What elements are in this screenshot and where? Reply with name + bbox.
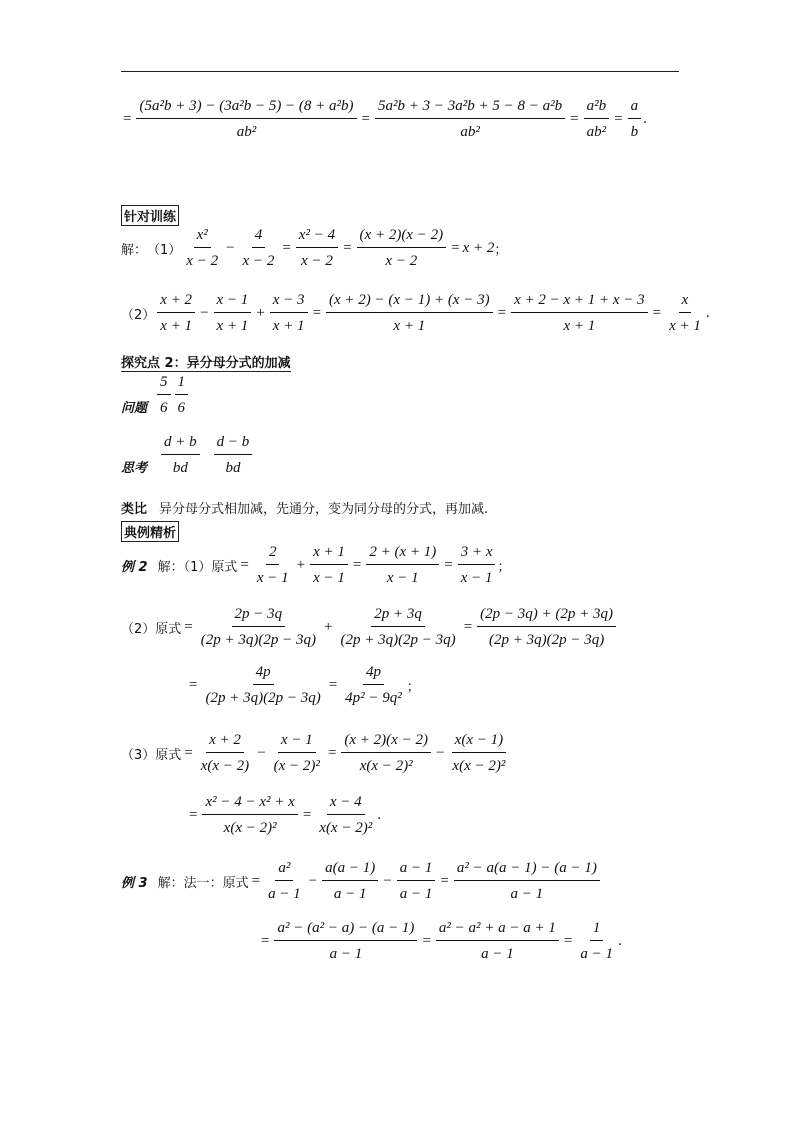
equation-line-1: = $\frac{\text{(5a²b + 3) − (3a²b − 5) − (8 + a²b)}}{\text{ab²}}$ = $\frac{\text{5a²b + 3 − 3a²b + 5 − 8 − a²b}}{\text{ab²}}$ = $\frac{\text{a²b}}{\text{ab²}}$ = $\frac{a}{b}$ . bbox=[123, 98, 647, 140]
fraction: $\frac{x + 1}{x - 1}$ bbox=[310, 542, 348, 588]
fraction: $\frac{\text{a² − a² + a − a + 1}}{a - 1}$ bbox=[436, 918, 559, 964]
fraction: $\frac{\text{(5a²b + 3) − (3a²b − 5) − (8 + a²b)}}{\text{ab²}}$ bbox=[136, 96, 356, 142]
fraction: $\frac{3 + x}{x - 1}$ bbox=[458, 542, 496, 588]
fraction: $\frac{\text{x²}}{x - 2}$ bbox=[186, 227, 219, 269]
section-heading-explore: 探究点 2：异分母分式的加减 bbox=[121, 352, 291, 372]
example-2-part-1: 例 2 解：（1）原式 = $\frac{2}{x - 1}$ + $\frac{x + 1}{x - 1}$ = $\frac{2 + (x + 1)}{x - 1}$ = $\frac{3 + x}{x - 1}$ ； bbox=[121, 544, 511, 586]
fraction: $\frac{a}{b}$ bbox=[628, 96, 642, 142]
fraction: $\frac{4p}{(2p + 3q)(2p - 3q)}$ bbox=[205, 664, 321, 706]
question-line: 问题 $\frac{5}{6}$ $\frac{1}{6}$ bbox=[121, 372, 190, 418]
fraction: $\frac{2p + 3q}{(2p + 3q)(2p - 3q)}$ bbox=[340, 606, 456, 648]
fraction: $\frac{x(x - 1)}{\text{x(x − 2)²}}$ bbox=[452, 732, 506, 774]
example-3-line-1: 例 3 解：法一：原式 = $\frac{\text{a²}}{a - 1}$ − $\frac{a(a - 1)}{a - 1}$ − $\frac{a - 1}{a - 1}$ = $\frac{\text{a² − a(a − 1) − (a − 1)}}{a - 1}$ bbox=[121, 858, 602, 904]
fraction: $\frac{2p - 3q}{(2p + 3q)(2p - 3q)}$ bbox=[200, 606, 316, 648]
fraction: $\frac{1}{6}$ bbox=[175, 372, 189, 418]
example-2-part-3: （3）原式 = $\frac{x + 2}{x(x - 2)}$ − $\frac{x - 1}{\text{(x − 2)²}}$ = $\frac{(x + 2)(x - 2)}{\text{x(x − 2)²}}$ − $\frac{x(x - 1)}{\text{x(x − 2)²}}$ bbox=[121, 730, 510, 776]
fraction: $\frac{\text{x² − 4}}{x - 2}$ bbox=[296, 225, 338, 271]
fraction: $\frac{x + 2}{x(x - 2)}$ bbox=[200, 732, 250, 774]
fraction: $\frac{x + 2 - x + 1 + x - 3}{x + 1}$ bbox=[511, 290, 648, 336]
example-2-part-3-continued: = $\frac{\text{x² − 4 − x² + x}}{\text{x(x − 2)²}}$ = $\frac{x - 4}{\text{x(x − 2)²}}$ . bbox=[189, 794, 381, 836]
think-line: 思考 $\frac{d + b}{bd}$ $\frac{d - b}{bd}$ bbox=[121, 432, 254, 478]
fraction: $\frac{x - 1}{x + 1}$ bbox=[214, 290, 252, 336]
fraction: $\frac{\text{a² − a(a − 1) − (a − 1)}}{a - 1}$ bbox=[454, 858, 600, 904]
fraction: $\frac{x - 1}{\text{(x − 2)²}}$ bbox=[273, 732, 320, 774]
fraction: $\frac{x}{x + 1}$ bbox=[669, 292, 701, 334]
fraction: $\frac{d - b}{bd}$ bbox=[214, 432, 253, 478]
fraction: $\frac{x - 3}{x + 1}$ bbox=[270, 290, 308, 336]
fraction: $\frac{2}{x - 1}$ bbox=[256, 544, 289, 586]
fraction: $\frac{4}{x - 2}$ bbox=[242, 227, 275, 269]
example-3-line-2: = $\frac{\text{a² − (a² − a) − (a − 1)}}{a - 1}$ = $\frac{\text{a² − a² + a − a + 1}}{a - 1}$ = $\frac{1}{a - 1}$ . bbox=[261, 920, 622, 962]
fraction: $\frac{5}{6}$ bbox=[157, 372, 171, 418]
training-part-1: 解： （1） $\frac{\text{x²}}{x - 2}$ − $\frac{4}{x - 2}$ = $\frac{\text{x² − 4}}{x - 2}$ = $\frac{(x + 2)(x - 2)}{x - 2}$ = x + 2 ； bbox=[121, 227, 508, 269]
section-heading-examples: 典例精析 bbox=[121, 521, 179, 542]
fraction: $\frac{\text{a²}}{a - 1}$ bbox=[268, 860, 301, 902]
fraction: $\frac{(x + 2) - (x - 1) + (x - 3)}{x + 1}$ bbox=[326, 290, 493, 336]
fraction: $\frac{(2p - 3q) + (2p + 3q)}{(2p + 3q)(2p - 3q)}$ bbox=[477, 604, 616, 650]
fraction: $\frac{a(a - 1)}{a - 1}$ bbox=[322, 858, 378, 904]
fraction: $\frac{4p}{\text{4p² − 9q²}}$ bbox=[345, 664, 402, 706]
example-2-part-2: （2）原式 = $\frac{2p - 3q}{(2p + 3q)(2p - 3q)}$ + $\frac{2p + 3q}{(2p + 3q)(2p - 3q)}$ = $\frac{(2p - 3q) + (2p + 3q)}{(2p + 3q)(2p - 3q)}$ bbox=[121, 604, 618, 650]
fraction: $\frac{2 + (x + 1)}{x - 1}$ bbox=[366, 542, 439, 588]
fraction: $\frac{1}{a - 1}$ bbox=[580, 920, 613, 962]
analogy-line: 类比 异分母分式相加减，先通分，变为同分母的分式，再加减. bbox=[121, 502, 489, 517]
fraction: $\frac{x + 2}{x + 1}$ bbox=[157, 290, 195, 336]
section-heading-training: 针对训练 bbox=[121, 205, 179, 226]
top-rule bbox=[121, 71, 679, 72]
fraction: $\frac{(x + 2)(x - 2)}{\text{x(x − 2)²}}$ bbox=[341, 730, 431, 776]
fraction: $\frac{\text{a²b}}{\text{ab²}}$ bbox=[584, 96, 610, 142]
example-2-part-2-continued: = $\frac{4p}{(2p + 3q)(2p - 3q)}$ = $\frac{4p}{\text{4p² − 9q²}}$ ； bbox=[189, 664, 420, 706]
fraction: $\frac{\text{5a²b + 3 − 3a²b + 5 − 8 − a²b}}{\text{ab²}}$ bbox=[375, 96, 565, 142]
fraction: $\frac{d + b}{bd}$ bbox=[161, 432, 200, 478]
fraction: $\frac{a - 1}{a - 1}$ bbox=[397, 858, 436, 904]
fraction: $\frac{x - 4}{\text{x(x − 2)²}}$ bbox=[319, 794, 373, 836]
fraction: $\frac{\text{x² − 4 − x² + x}}{\text{x(x − 2)²}}$ bbox=[202, 792, 297, 838]
training-part-2: （2） $\frac{x + 2}{x + 1}$ − $\frac{x - 1}{x + 1}$ + $\frac{x - 3}{x + 1}$ = $\frac{(x + 2) - (x - 1) + (x - 3)}{x + 1}$ = $\frac{x + 2 - x + 1 + x - 3}{x + 1}$ = $\frac{x}{x + 1}$ . bbox=[121, 292, 710, 334]
fraction: $\frac{\text{a² − (a² − a) − (a − 1)}}{a - 1}$ bbox=[274, 918, 417, 964]
fraction: $\frac{(x + 2)(x - 2)}{x - 2}$ bbox=[357, 225, 447, 271]
